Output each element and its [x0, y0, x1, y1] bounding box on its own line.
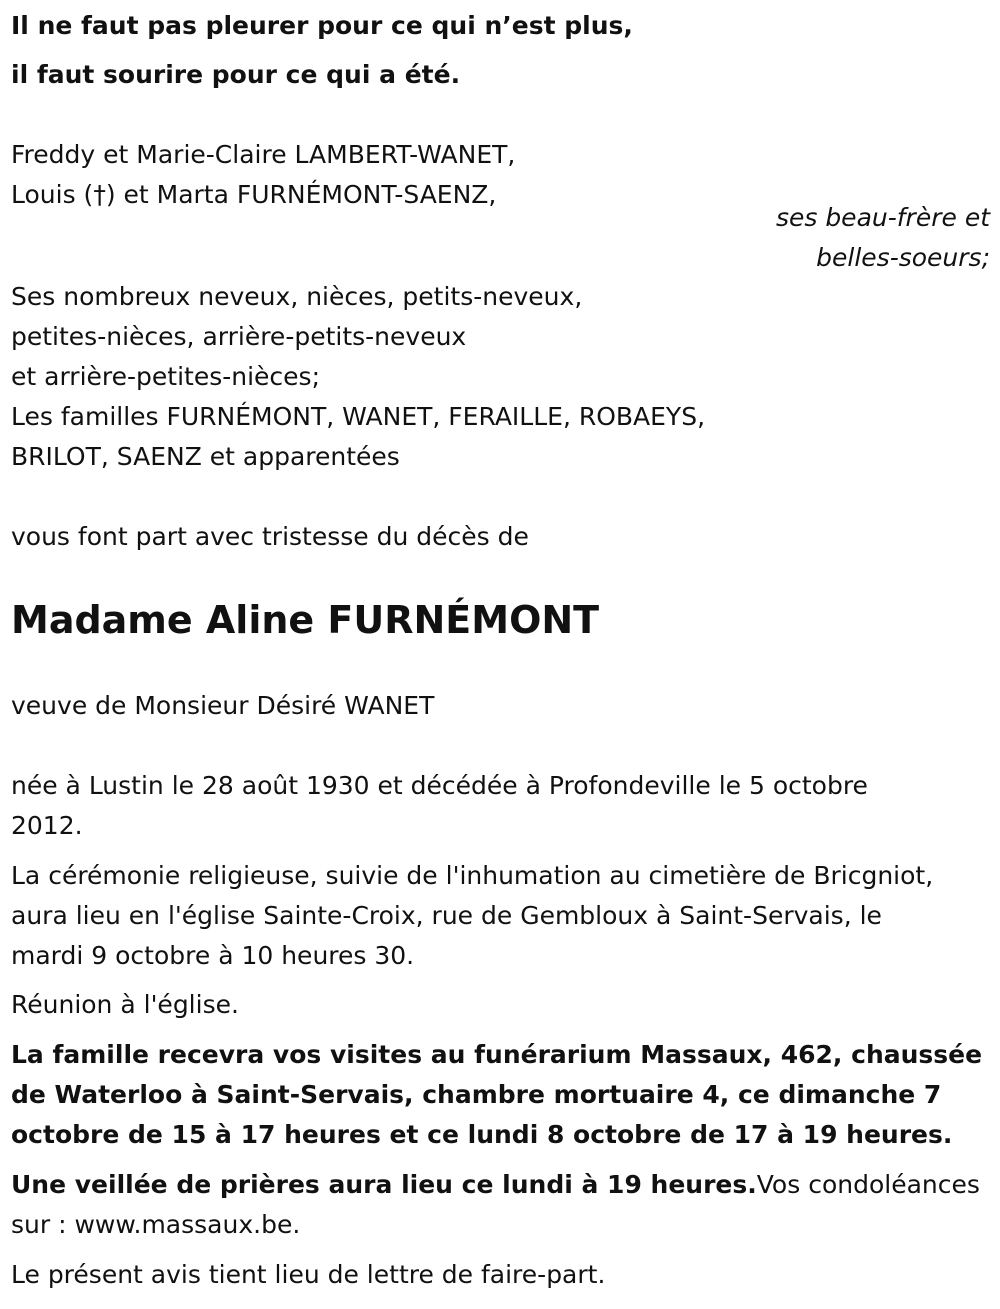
- meeting-text: Réunion à l'église.: [11, 990, 239, 1019]
- family-line-2: petites-nièces, arrière-petits-neveux: [11, 322, 467, 351]
- vigil-bold-text: Une veillée de prières aura lieu ce lundi à 19 heures.: [11, 1170, 757, 1199]
- birth-death-line-1: née à Lustin le 28 août 1930 et décédée à Profondeville le 5 octobre: [11, 771, 868, 800]
- vigil-line-1: [11, 1165, 991, 1205]
- quote-line-2: il faut sourire pour ce qui a été.: [11, 60, 461, 89]
- relation-line-1: ses beau-frère et: [775, 203, 990, 232]
- quote-line-1: Il ne faut pas pleurer pour ce qui n’est plus,: [11, 11, 633, 40]
- birth-death-paragraph: [11, 766, 991, 846]
- vigil-website-line: sur : www.massaux.be.: [11, 1210, 301, 1239]
- vigil-condolences-text: Vos condoléances: [756, 1170, 980, 1199]
- relation-line-2: belles-soeurs;: [816, 243, 990, 272]
- family-line-5: BRILOT, SAENZ et apparentées: [11, 442, 400, 471]
- relation-label: [776, 198, 990, 278]
- relatives-line-2-prefix: Louis (: [11, 180, 94, 209]
- family-block: [11, 277, 705, 477]
- notice-text: Le présent avis tient lieu de lettre de faire-part.: [11, 1260, 606, 1289]
- ceremony-paragraph: [11, 856, 991, 976]
- ceremony-line-1: La cérémonie religieuse, suivie de l'inhumation au cimetière de Bricgniot,: [11, 861, 934, 890]
- family-line-4: Les familles FURNÉMONT, WANET, FERAILLE, ROBAEYS,: [11, 402, 706, 431]
- ceremony-line-3: mardi 9 octobre à 10 heures 30.: [11, 941, 415, 970]
- birth-death-line-2: 2012.: [11, 811, 83, 840]
- announcement-text: vous font part avec tristesse du décès de: [11, 522, 529, 551]
- relatives-line-1: Freddy et Marie-Claire LAMBERT-WANET,: [11, 140, 516, 169]
- relatives-line-2: [11, 175, 515, 215]
- visits-line-3: octobre de 15 à 17 heures et ce lundi 8 octobre de 17 à 19 heures.: [11, 1120, 953, 1149]
- deceased-name: Madame Aline FURNÉMONT: [11, 598, 600, 642]
- cross-icon: †: [93, 180, 106, 209]
- relatives-block: [11, 135, 515, 215]
- visits-line-2: de Waterloo à Saint-Servais, chambre mortuaire 4, ce dimanche 7: [11, 1080, 942, 1109]
- vigil-paragraph: [11, 1165, 991, 1245]
- ceremony-line-2: aura lieu en l'église Sainte-Croix, rue de Gembloux à Saint-Servais, le: [11, 901, 882, 930]
- family-line-1: Ses nombreux neveux, nièces, petits-neveux,: [11, 282, 583, 311]
- visits-paragraph: [11, 1035, 991, 1155]
- family-line-3: et arrière-petites-nièces;: [11, 362, 320, 391]
- relatives-line-2-suffix: ) et Marta FURNÉMONT-SAENZ,: [105, 180, 497, 209]
- widow-of-text: veuve de Monsieur Désiré WANET: [11, 691, 435, 720]
- visits-line-1: La famille recevra vos visites au funérarium Massaux, 462, chaussée: [11, 1040, 983, 1069]
